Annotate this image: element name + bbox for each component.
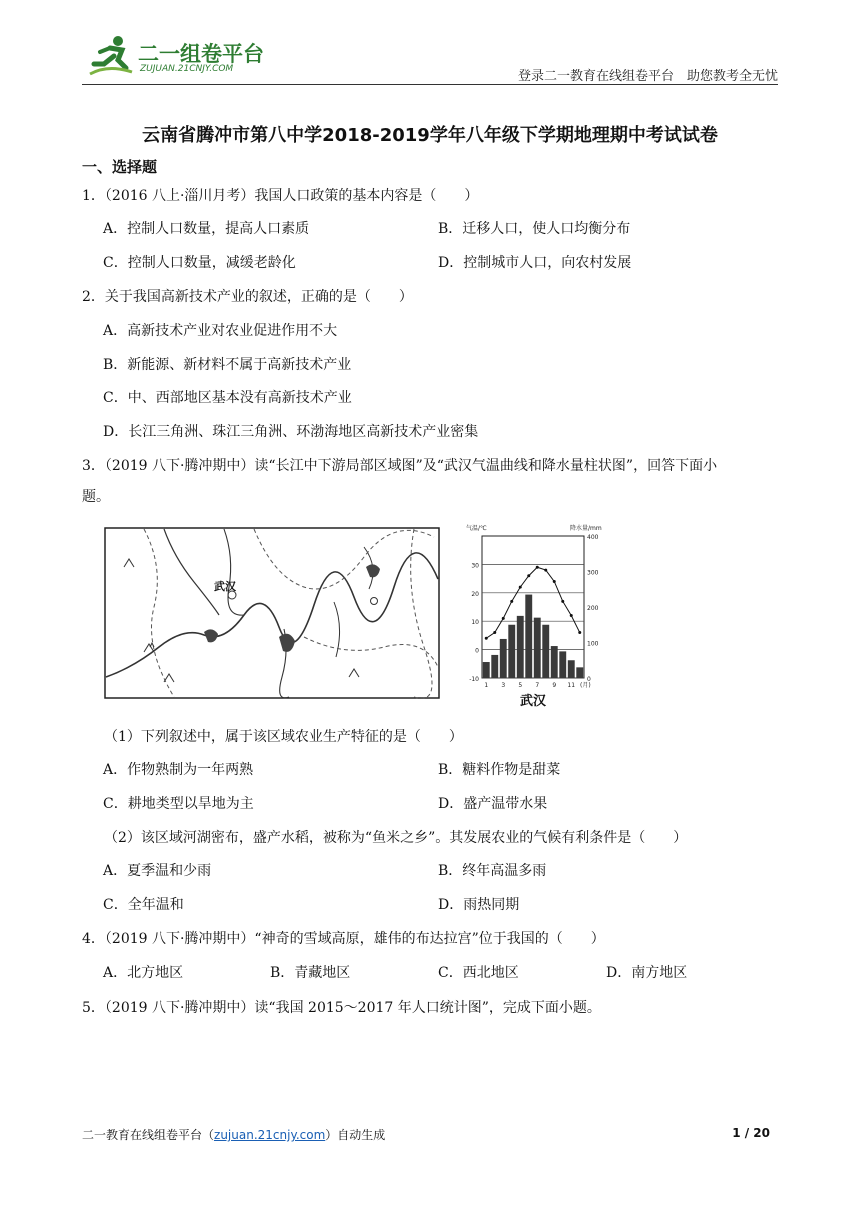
temperature-line xyxy=(486,567,580,638)
left-tick-label: 10 xyxy=(471,619,479,627)
runner-logo-icon xyxy=(88,34,134,78)
question-4-option-c[interactable]: C．西北地区 xyxy=(438,965,519,981)
x-tick-label: 7 xyxy=(535,682,540,689)
page-number: 1 / 20 xyxy=(732,1126,770,1140)
x-axis-label: (月) xyxy=(580,682,591,689)
precip-bar xyxy=(517,616,524,678)
question-3-sub2-option-c[interactable]: C．全年温和 xyxy=(103,897,184,913)
right-tick-label: 200 xyxy=(587,605,599,612)
question-3-sub1-option-b[interactable]: B．糖料作物是甜菜 xyxy=(438,762,561,778)
right-tick-label: 400 xyxy=(587,534,599,541)
question-3-sub2-option-a[interactable]: A．夏季温和少雨 xyxy=(103,863,212,879)
question-3-sub1-stem: （1）下列叙述中，属于该区域农业生产特征的是（ ） xyxy=(104,729,463,745)
question-1-option-c[interactable]: C．控制人口数量，减缓老龄化 xyxy=(103,255,296,271)
question-3-sub1-option-c[interactable]: C．耕地类型以旱地为主 xyxy=(103,796,254,812)
left-tick-label: 0 xyxy=(475,647,479,655)
right-axis-label: 降水量/mm xyxy=(570,525,602,532)
temperature-point xyxy=(510,600,513,603)
question-2-option-c[interactable]: C．中、西部地区基本没有高新技术产业 xyxy=(103,390,352,406)
header-divider xyxy=(82,84,778,85)
chart-title: 武汉 xyxy=(519,694,547,709)
right-tick-label: 100 xyxy=(587,640,599,648)
question-3-sub2-option-d[interactable]: D．雨热同期 xyxy=(438,897,520,913)
left-tick-label: -10 xyxy=(469,676,479,683)
temperature-point xyxy=(502,617,505,620)
page-title: 云南省腾冲市第八中学2018-2019学年八年级下学期地理期中考试试卷 xyxy=(142,125,718,146)
left-tick-label: 20 xyxy=(471,590,479,598)
precip-bar xyxy=(534,618,541,678)
footer-source xyxy=(82,1126,385,1143)
temperature-point xyxy=(519,586,522,589)
precip-bar xyxy=(542,625,549,678)
question-3-stem-line1: 3．（2019 八下·腾冲期中）读“长江中下游局部区域图”及“武汉气温曲线和降水量柱状图”，回答下面小 xyxy=(82,458,718,474)
temperature-point xyxy=(553,580,556,583)
question-3-stem-line2: 题。 xyxy=(82,489,110,505)
question-4-option-d[interactable]: D．南方地区 xyxy=(606,965,688,981)
x-tick-label: 11 xyxy=(567,682,576,689)
logo-text: 二一组卷平台 xyxy=(138,42,264,66)
precip-bar xyxy=(576,667,583,678)
footer-suffix: ）自动生成 xyxy=(325,1128,386,1142)
precip-bar xyxy=(491,655,498,678)
question-2-option-b[interactable]: B．新能源、新材料不属于高新技术产业 xyxy=(103,357,352,373)
temperature-point xyxy=(536,566,539,569)
right-tick-label: 300 xyxy=(587,569,599,577)
wuhan-climate-chart xyxy=(460,520,610,710)
question-2-option-d[interactable]: D．长江三角洲、珠江三角洲、环渤海地区高新技术产业密集 xyxy=(103,424,479,440)
temperature-point xyxy=(527,574,530,577)
x-tick-label: 1 xyxy=(484,682,489,689)
header-slogan: 登录二一教育在线组卷平台 助您教考全无忧 xyxy=(517,69,778,84)
temperature-point xyxy=(485,637,488,640)
precip-bar xyxy=(525,595,532,678)
question-3-sub2-option-b[interactable]: B．终年高温多雨 xyxy=(438,863,547,879)
x-tick-label: 9 xyxy=(552,682,557,689)
question-3-sub1-option-a[interactable]: A．作物熟制为一年两熟 xyxy=(103,762,254,778)
question-4-option-b[interactable]: B．青藏地区 xyxy=(270,965,351,981)
temperature-point xyxy=(570,614,573,617)
section-heading: 一、选择题 xyxy=(82,158,158,176)
question-5-stem: 5．（2019 八下·腾冲期中）读“我国 2015～2017 年人口统计图”，完成下面小题。 xyxy=(82,1000,601,1016)
question-2-option-a[interactable]: A．高新技术产业对农业促进作用不大 xyxy=(103,323,338,339)
logo[interactable] xyxy=(88,34,288,78)
temperature-point xyxy=(561,600,564,603)
question-3-sub2-stem: （2）该区域河湖密布，盛产水稻，被称为“鱼米之乡”。其发展农业的气候有利条件是（ ） xyxy=(104,830,688,846)
x-tick-label: 5 xyxy=(518,682,523,689)
yangtze-region-map xyxy=(104,527,440,699)
temperature-point xyxy=(544,569,547,572)
map-label-wuhan: 武汉 xyxy=(214,580,236,593)
question-1-option-b[interactable]: B．迁移人口，使人口均衡分布 xyxy=(438,221,631,237)
left-tick-label: 30 xyxy=(471,562,479,570)
footer-prefix: 二一教育在线组卷平台（ xyxy=(82,1128,215,1142)
question-3-sub1-option-d[interactable]: D．盛产温带水果 xyxy=(438,796,548,812)
question-1-stem: 1．（2016 八上·淄川月考）我国人口政策的基本内容是（ ） xyxy=(82,188,479,204)
right-tick-label: 0 xyxy=(587,676,591,683)
precip-bar xyxy=(568,660,575,678)
precip-bar xyxy=(551,646,558,678)
question-4-stem: 4．（2019 八下·腾冲期中）“神奇的雪域高原，雄伟的布达拉宫”位于我国的（ ） xyxy=(82,931,605,947)
question-2-stem: 2．关于我国高新技术产业的叙述，正确的是（ ） xyxy=(82,289,413,305)
question-1-option-a[interactable]: A．控制人口数量，提高人口素质 xyxy=(103,221,310,237)
left-axis-label: 气温/℃ xyxy=(466,525,487,532)
temperature-point xyxy=(578,631,581,634)
question-4-option-a[interactable]: A．北方地区 xyxy=(103,965,184,981)
question-1-option-d[interactable]: D．控制城市人口，向农村发展 xyxy=(438,255,632,271)
precip-bar xyxy=(483,662,490,678)
temperature-point xyxy=(493,631,496,634)
precip-bar xyxy=(500,639,507,678)
logo-subtitle: ZUJUAN.21CNJY.COM xyxy=(140,64,234,74)
footer-link[interactable]: zujuan.21cnjy.com xyxy=(214,1128,326,1142)
x-tick-label: 3 xyxy=(501,682,506,689)
precip-bar xyxy=(559,651,566,678)
precip-bar xyxy=(508,625,515,678)
